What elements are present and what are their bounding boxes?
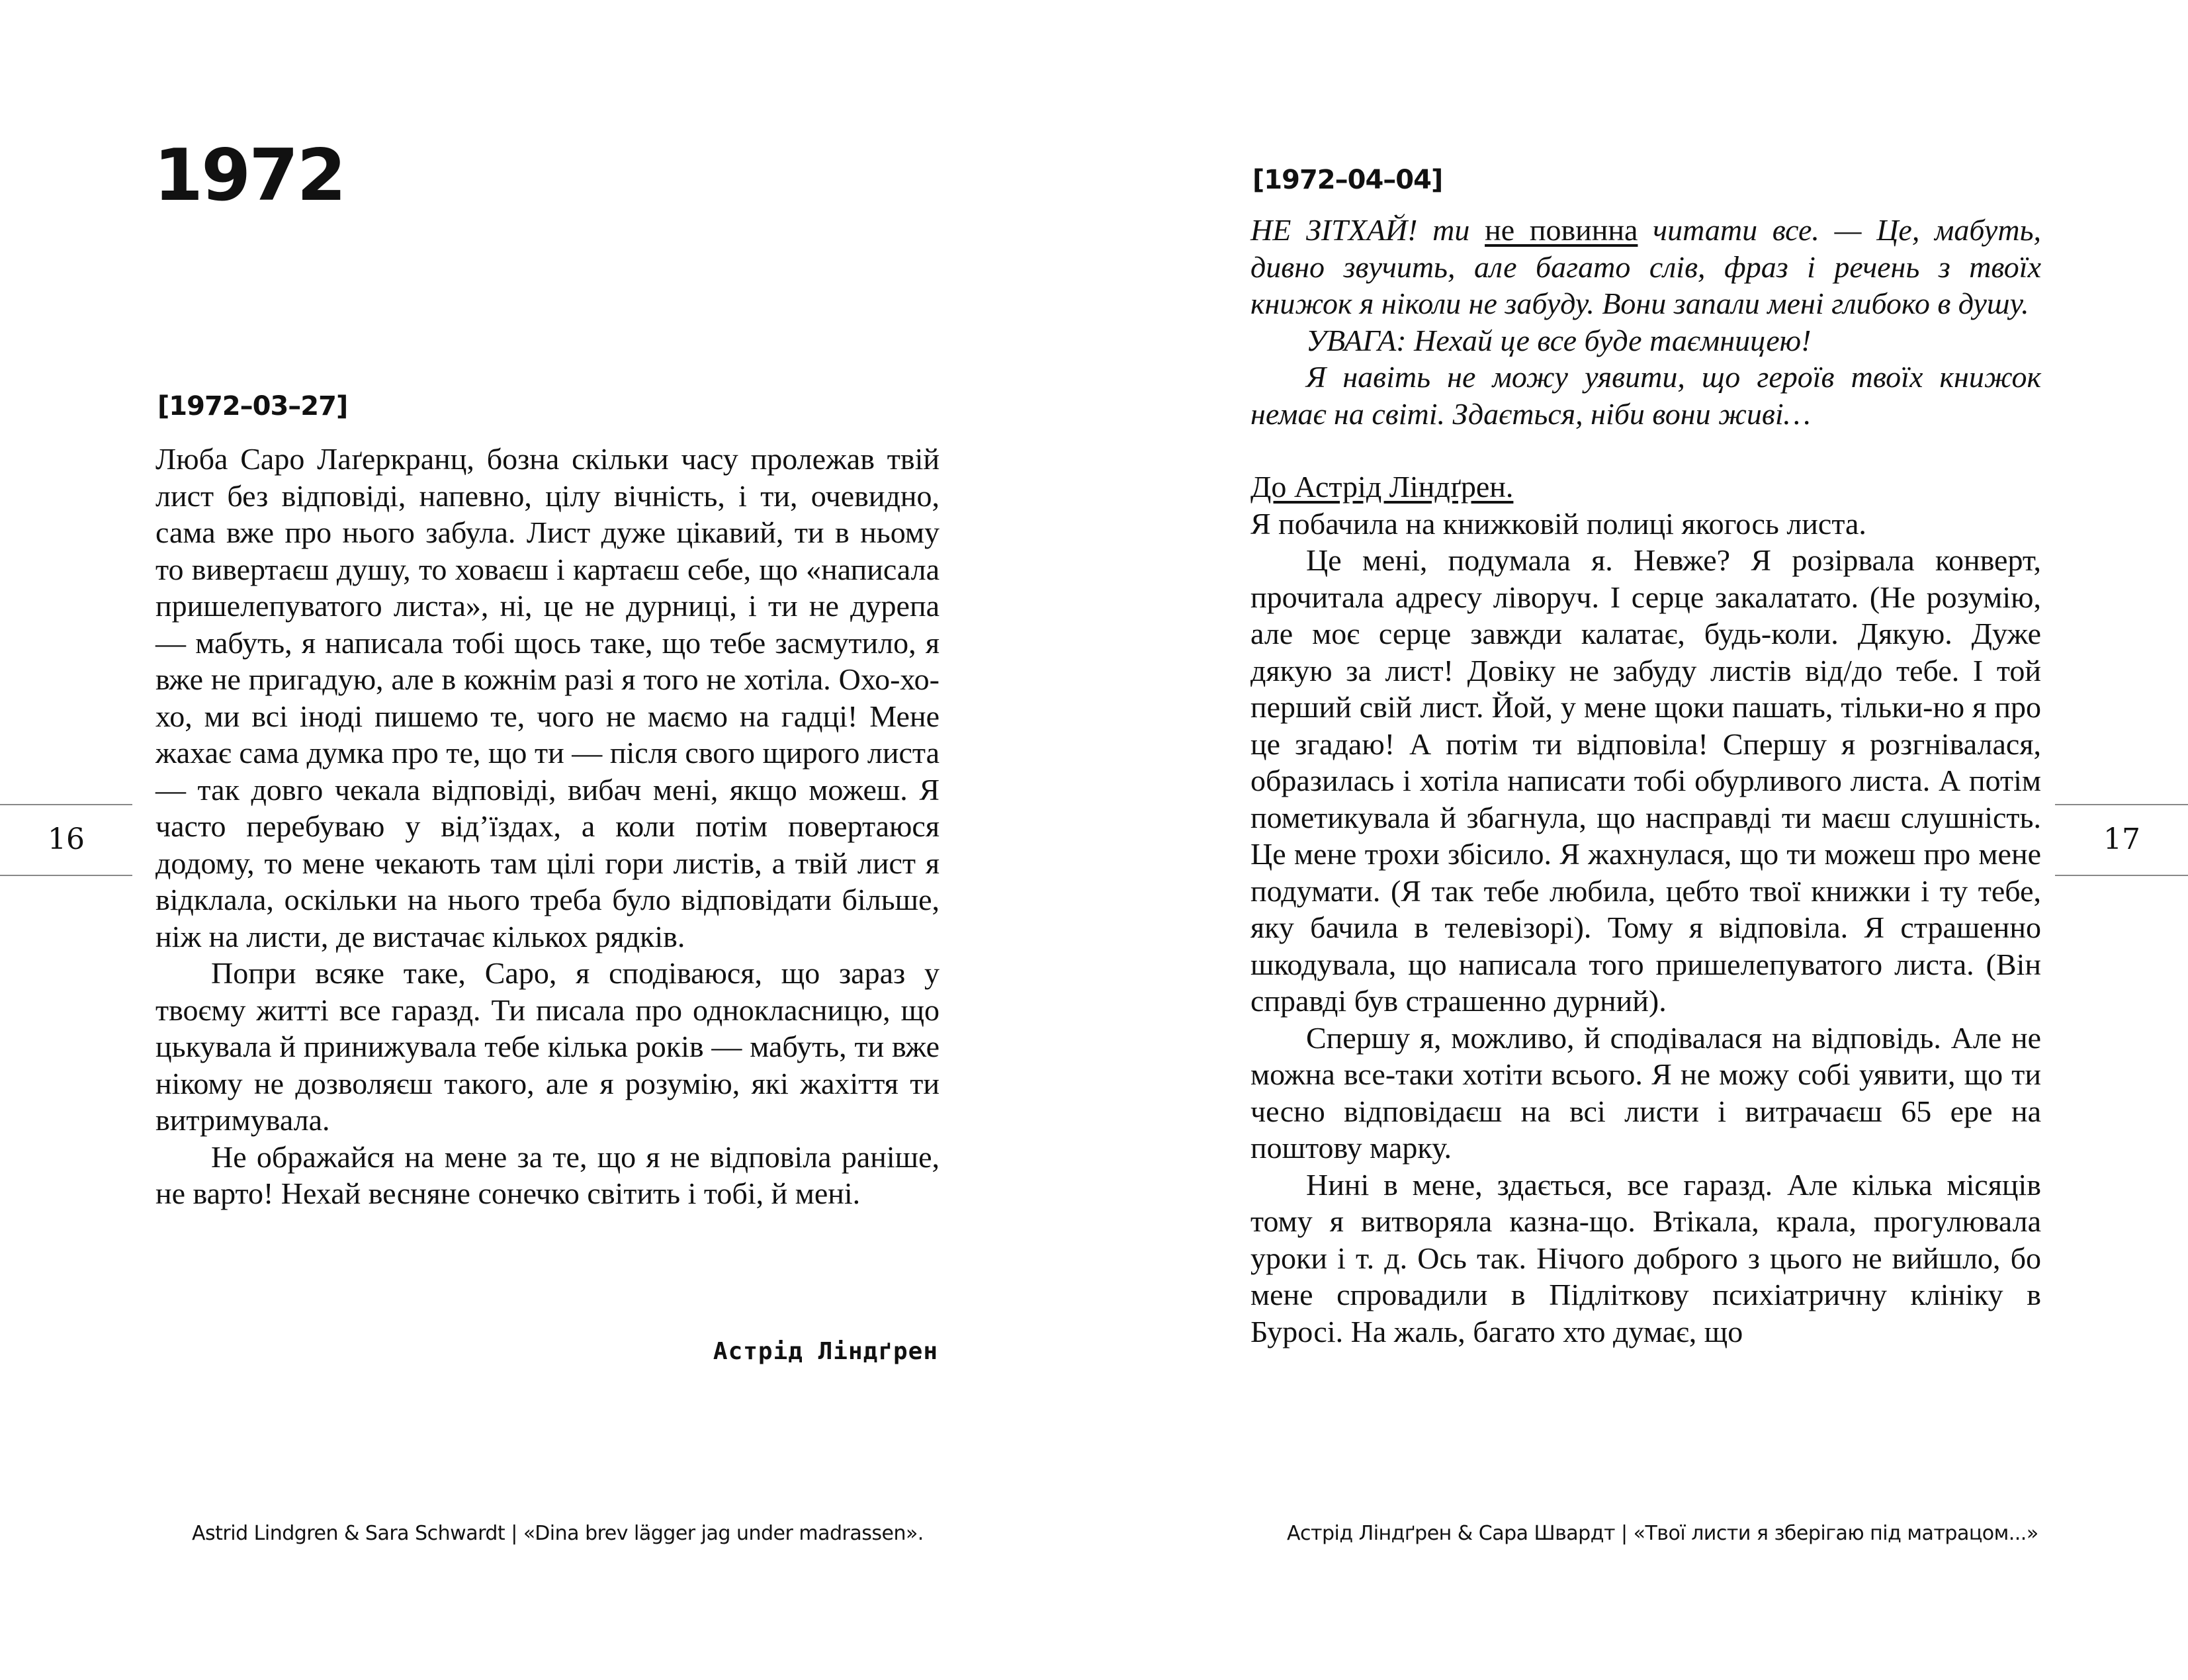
salutation-text: До Астрід Ліндґрен. <box>1250 470 1514 504</box>
paragraph: Нині в мене, здається, все гаразд. Але кілька місяців тому я витворяла казна-що. Втікала, крала, прогулювала уроки і т. д. Ось так. Нічого доброго з цього не вийшло, бо мене спровадили в Підліткову психіатричну клініку в Буросі. На жаль, багато хто думає, що <box>1250 1167 2041 1348</box>
paragraph: Спершу я, можливо, й сподівалася на відповідь. Але не можна все-таки хотіти всього. Я не можу собі уявити, що ти чесно відповідаєш на всі листи і витрачаєш 65 ере на поштову марку. <box>1250 1020 2041 1165</box>
running-footer: Astrid Lindgren & Sara Schwardt | «Dina brev lägger jag under madrassen». <box>192 1522 924 1545</box>
spacer <box>1250 432 2041 468</box>
intro-paragraph: УВАГА: Нехай це все буде таємницею! <box>1306 323 1812 357</box>
paragraph: Не ображайся на мене за те, що я не відповіла раніше, не варто! Нехай весняне сонечко світить і тобі, й мені. <box>155 1139 940 1210</box>
letter-body <box>1250 212 2041 1350</box>
letter-body <box>155 441 940 1212</box>
page-number-rule-top <box>0 804 132 805</box>
page-number: 17 <box>2103 822 2140 856</box>
salutation <box>1250 468 2041 506</box>
signature: Астрід Ліндґрен <box>713 1338 938 1365</box>
intro-paragraph: Я навіть не можу уявити, що героїв твоїх книжок немає на світі. Здається, ніби вони живі… <box>1250 360 2041 431</box>
page-number-rule-top <box>2055 804 2188 805</box>
intro-text: НЕ ЗІТХАЙ! ти <box>1250 213 1485 247</box>
running-footer: Астрід Ліндґрен & Сара Швардт | «Твої листи я зберігаю під матрацом...» <box>1287 1522 2038 1545</box>
paragraph: Це мені, подумала я. Невже? Я розірвала конверт, прочитала адресу ліворуч. І серце закалатато. (Не розумію, але моє серце завжди калатає, будь-коли. Дякую. Дуже дякую за лист! Довіку не забуду листів від/до тебе. І той перший свій лист. Йой, у мене щоки пашать, тільки-но я про це згадаю! А потім ти відповіла! Спершу я розгнівалася, образилась і хотіла написати тобі обурливого листа. А потім пометикувала й збагнула, що насправді ти маєш слушність. Це мене трохи збісило. Я жахнулася, що ти можеш про мене подумати. (Я так тебе любила, цебто твої книжки і ту тебе, яку бачила в телевізорі). Тому я відповіла. Я страшенно шкодувала, що написала того пришелепуватого листа. (Він справді був страшенно дурний). <box>1250 543 2041 1018</box>
year-heading: 1972 <box>153 134 345 217</box>
page-number-rule-bottom <box>2055 875 2188 876</box>
underlined-text: не повинна <box>1485 213 1638 247</box>
paragraph: Попри всяке таке, Саро, я сподіваюся, що зараз у твоєму житті все гаразд. Ти писала про однокласницю, що цькувала й принижувала тебе кілька років — мабуть, ти вже нікому не дозволяєш такого, але я розумію, які жахіття ти витримувала. <box>155 956 940 1137</box>
paragraph: Я побачила на книжковій полиці якогось листа. <box>1250 506 1866 541</box>
page-number-rule-bottom <box>0 875 132 876</box>
letter-date: [1972–04–04] <box>1252 165 1443 195</box>
intro-paragraph <box>1250 212 2041 322</box>
intro-text: читати все. — Це, мабуть, дивно звучить, але багато слів, фраз і речень з твоїх книжок я ніколи не забуду. Вони запали мені глибоко в душу. <box>1250 213 2042 320</box>
paragraph: Люба Саро Лаґеркранц, бозна скільки часу пролежав твій лист без відповіді, напевно, цілу вічність, і ти, очевидно, сама вже про нього забула. Лист дуже цікавий, ти в ньому то вивертаєш душу, то ховаєш і картаєш себе, що «написала пришелепуватого листа», ні, це не дурниці, і ти не дурепа — мабуть, я написала тобі щось таке, що тебе засмутило, я вже не пригадую, але в кожнім разі я того не хотіла. Охо-хо-хо, ми всі іноді пишемо те, чого не маємо на гадці! Мене жахає сама думка про те, що ти — після свого щирого листа — так довго чекала відповіді, вибач мені, якщо можеш. Я часто перебуваю у від’їздах, а коли потім повертаюся додому, то мене чекають там цілі гори листів, а твій лист я відклала, оскільки на нього треба було відповідати більше, ніж на листи, де вистачає кількох рядків. <box>155 442 940 953</box>
letter-date: [1972–03–27] <box>157 391 348 421</box>
page-number: 16 <box>48 822 85 856</box>
